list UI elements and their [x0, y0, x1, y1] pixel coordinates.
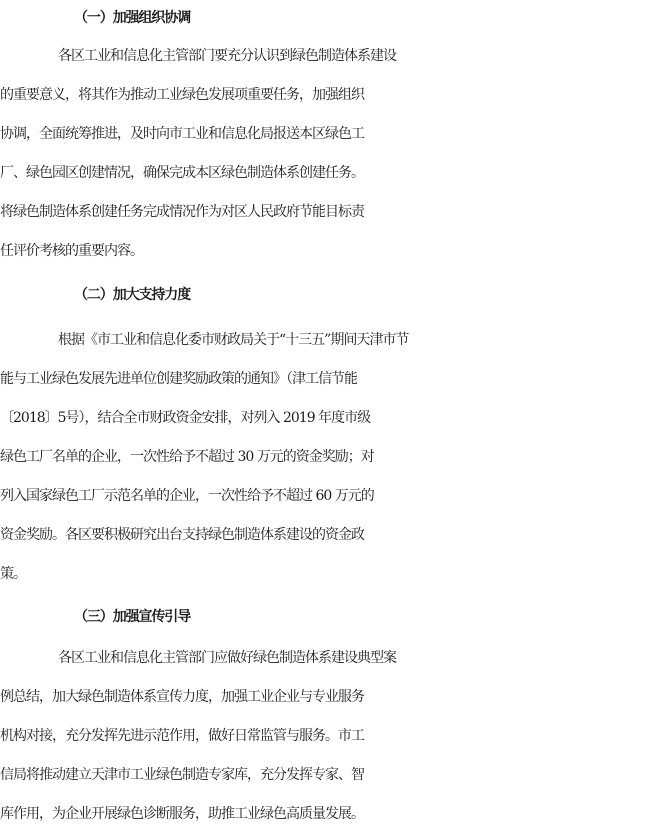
section-heading-publicity: （三）加强宣传引导: [74, 609, 191, 625]
paragraph-line: 将绿色制造体系创建任务完成情况作为对区人民政府节能目标责: [0, 204, 364, 220]
paragraph-line: 各区工业和信息化主管部门要充分认识到绿色制造体系建设: [58, 48, 396, 64]
paragraph-line: 任评价考核的重要内容。: [0, 243, 143, 259]
section-heading-organization: （一）加强组织协调: [74, 10, 191, 26]
paragraph-line: 厂、绿色园区创建情况，确保完成本区绿色制造体系创建任务。: [0, 165, 364, 181]
paragraph-line: 例总结，加大绿色制造体系宣传力度，加强工业企业与专业服务: [0, 689, 364, 705]
section-heading-support: （二）加大支持力度: [74, 287, 191, 303]
paragraph-line: 资金奖励。各区要积极研究出台支持绿色制造体系建设的资金政: [0, 527, 364, 543]
paragraph-line: 各区工业和信息化主管部门应做好绿色制造体系建设典型案: [58, 650, 396, 666]
paragraph-line: 的重要意义，将其作为推动工业绿色发展项重要任务，加强组织: [0, 87, 364, 103]
paragraph-line: 能与工业绿色发展先进单位创建奖励政策的通知》（津工信节能: [0, 371, 357, 387]
paragraph-line: 〔2018〕5号），结合全市财政资金安排，对列入 2019 年度市级: [0, 410, 371, 426]
paragraph-line: 列入国家绿色工厂示范名单的企业，一次性给予不超过 60 万元的: [0, 488, 374, 504]
paragraph-line: 信局将推动建立天津市工业绿色制造专家库，充分发挥专家、智: [0, 767, 364, 783]
paragraph-line: 机构对接，充分发挥先进示范作用，做好日常监管与服务。市工: [0, 728, 364, 744]
paragraph-line: 绿色工厂名单的企业，一次性给予不超过 30 万元的资金奖励；对: [0, 449, 374, 465]
paragraph-line: 协调，全面统筹推进，及时向市工业和信息化局报送本区绿色工: [0, 126, 364, 142]
paragraph-line: 策。: [0, 566, 26, 582]
paragraph-line: 根据《市工业和信息化委市财政局关于“十三五”期间天津市节: [58, 332, 409, 348]
paragraph-line: 库作用，为企业开展绿色诊断服务，助推工业绿色高质量发展。: [0, 806, 364, 822]
